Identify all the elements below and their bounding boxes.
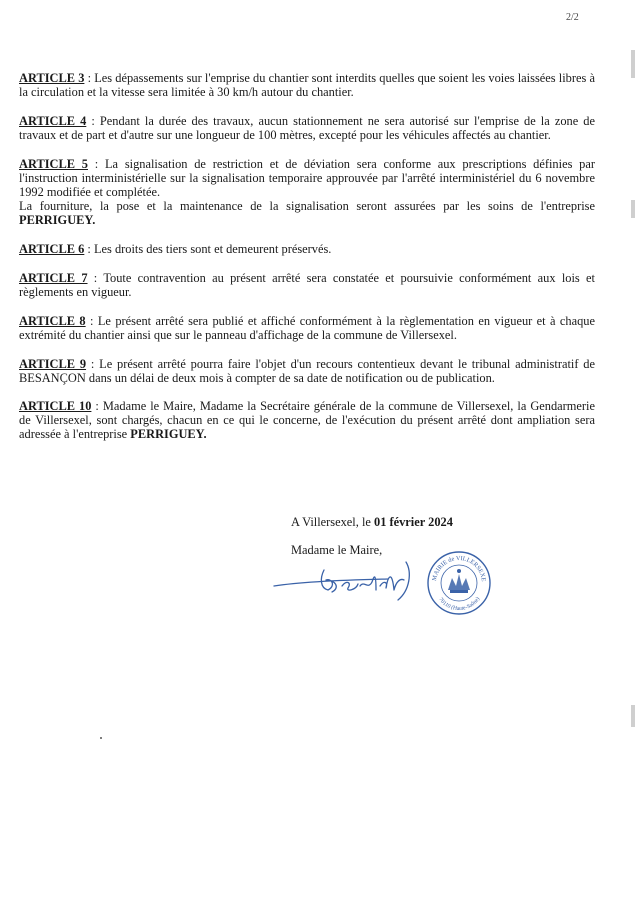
seal-text-bottom: 70110 (Haute-Saône)	[437, 596, 482, 613]
article-5	[19, 157, 595, 227]
scan-dot	[100, 737, 102, 739]
scan-edge-mark	[631, 50, 635, 78]
company-name: PERRIGUEY.	[19, 213, 96, 227]
page-number: 2/2	[566, 12, 579, 23]
seal-text-top: MAIRIE de VILLERSEXE	[431, 554, 487, 582]
article-label: ARTICLE 7	[19, 271, 88, 285]
article-label: ARTICLE 5	[19, 157, 88, 171]
article-9	[19, 357, 595, 385]
article-text: : Les dépassements sur l'emprise du chantier sont interdits quelles que soient les voies laissées libres à la circulation et la vitesse sera limitée à 30 km/h autour du chantier.	[19, 71, 595, 99]
article-3	[19, 71, 595, 99]
article-text: : Pendant la durée des travaux, aucun stationnement ne sera autorisé sur l'emprise de la zone de travaux et de part et d'autre sur une longueur de 100 mètres, excepté pour les véhicules affectés au chantier.	[19, 114, 595, 142]
article-label: ARTICLE 9	[19, 357, 87, 371]
article-label: ARTICLE 4	[19, 114, 87, 128]
article-8	[19, 314, 595, 342]
article-text: : Madame le Maire, Madame la Secrétaire générale de la commune de Villersexel, la Gendarmerie de Villersexel, sont chargés, chacun en ce qui le concerne, de l'exécution du présent arrêté dont ampliation sera adressée à l'entreprise	[19, 399, 595, 441]
signature-date: 01 février 2024	[374, 515, 453, 529]
article-text-continued: La fourniture, la pose et la maintenance de la signalisation seront assurées par les soins de l'entreprise	[19, 199, 595, 213]
article-text: : Le présent arrêté pourra faire l'objet d'un recours contentieux devant le tribunal administratif de BESANÇON dans un délai de deux mois à compter de sa date de notification ou de publication.	[19, 357, 595, 385]
signature-place: A Villersexel, le	[291, 515, 374, 529]
company-name: PERRIGUEY.	[130, 427, 207, 441]
signatory-title: Madame le Maire,	[291, 543, 383, 557]
official-seal	[426, 550, 492, 616]
article-label: ARTICLE 8	[19, 314, 86, 328]
article-text: : Les droits des tiers sont et demeurent préservés.	[84, 242, 332, 256]
scan-edge-mark	[631, 705, 635, 727]
article-text: : Toute contravention au présent arrêté sera constatée et poursuivie conformément aux lois et règlements en vigueur.	[19, 271, 595, 299]
article-text: : Le présent arrêté sera publié et affiché conformément à la règlementation en vigueur et à chaque extrémité du chantier ainsi que sur le panneau d'affichage de la commune de Villersexel.	[19, 314, 595, 342]
article-label: ARTICLE 10	[19, 399, 92, 413]
scan-edge-mark	[631, 200, 635, 218]
article-7	[19, 271, 595, 299]
handwritten-signature	[270, 556, 430, 606]
article-text: : La signalisation de restriction et de déviation sera conforme aux prescriptions définies par l'instruction interministérielle sur la signalisation temporaire approuvée par l'arrêté interministériel du 6 novembre 1992 modifiée et complétée.	[19, 157, 595, 199]
article-label: ARTICLE 6	[19, 242, 85, 256]
article-label: ARTICLE 3	[19, 71, 85, 85]
svg-text:MAIRIE de VILLERSEXEL	[426, 550, 487, 582]
signature-date-line	[291, 515, 453, 530]
article-6	[19, 242, 595, 256]
articles-list	[19, 71, 595, 456]
article-4	[19, 114, 595, 142]
article-10	[19, 399, 595, 441]
